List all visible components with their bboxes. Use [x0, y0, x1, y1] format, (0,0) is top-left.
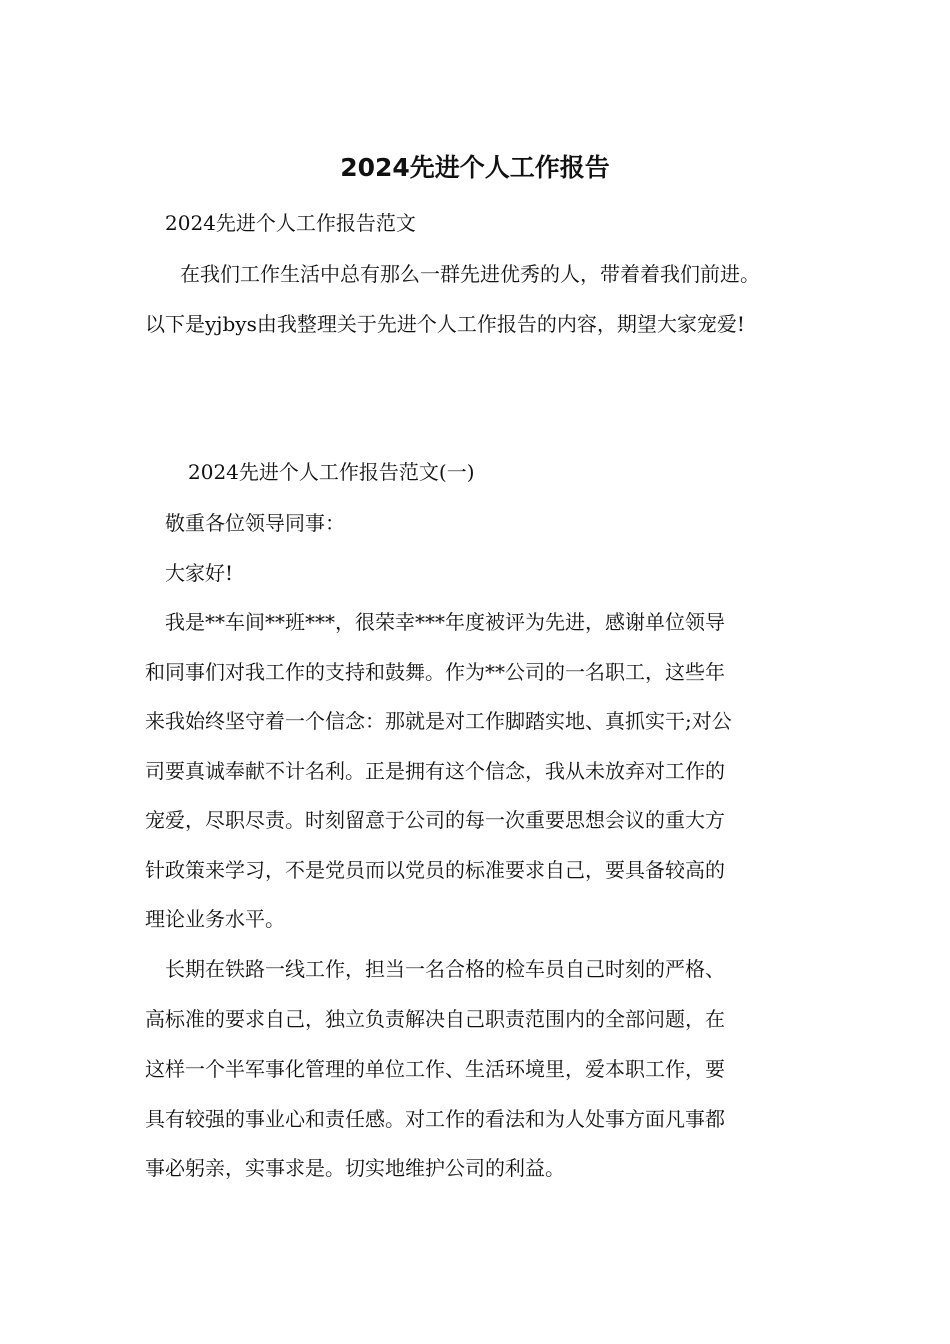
paragraph-2-line-5: 事必躬亲，实事求是。切实地维护公司的利益。 — [145, 1156, 565, 1180]
paragraph-2-line-3: 这样一个半军事化管理的单位工作、生活环境里，爱本职工作，要 — [145, 1057, 725, 1081]
paragraph-1-line-1: 我是**车间**班***，很荣幸***年度被评为先进，感谢单位领导 — [165, 610, 725, 634]
greeting: 大家好! — [165, 561, 234, 585]
document-title: 2024先进个人工作报告 — [340, 153, 610, 182]
intro-line-2: 以下是yjbys由我整理关于先进个人工作报告的内容，期望大家宠爱! — [145, 312, 745, 336]
paragraph-1-line-5: 宠爱，尽职尽责。时刻留意于公司的每一次重要思想会议的重大方 — [145, 808, 725, 832]
subtitle: 2024先进个人工作报告范文 — [165, 211, 416, 235]
paragraph-1-line-4: 司要真诚奉献不计名利。正是拥有这个信念，我从未放弃对工作的 — [145, 759, 725, 783]
salutation: 敬重各位领导同事： — [165, 511, 345, 535]
intro-line-1: 在我们工作生活中总有那么一群先进优秀的人，带着着我们前进。 — [180, 262, 760, 286]
paragraph-2-line-2: 高标准的要求自己，独立负责解决自己职责范围内的全部问题，在 — [145, 1007, 725, 1031]
paragraph-1-line-7: 理论业务水平。 — [145, 907, 285, 931]
paragraph-2-line-4: 具有较强的事业心和责任感。对工作的看法和为人处事方面凡事都 — [145, 1107, 725, 1131]
paragraph-2-line-1: 长期在铁路一线工作，担当一名合格的检车员自己时刻的严格、 — [165, 957, 725, 981]
paragraph-1-line-6: 针政策来学习，不是党员而以党员的标准要求自己，要具备较高的 — [145, 858, 725, 882]
paragraph-1-line-2: 和同事们对我工作的支持和鼓舞。作为**公司的一名职工，这些年 — [145, 660, 725, 684]
paragraph-1-line-3: 来我始终坚守着一个信念：那就是对工作脚踏实地、真抓实干;对公 — [145, 709, 732, 733]
section-heading: 2024先进个人工作报告范文(一) — [188, 460, 475, 484]
